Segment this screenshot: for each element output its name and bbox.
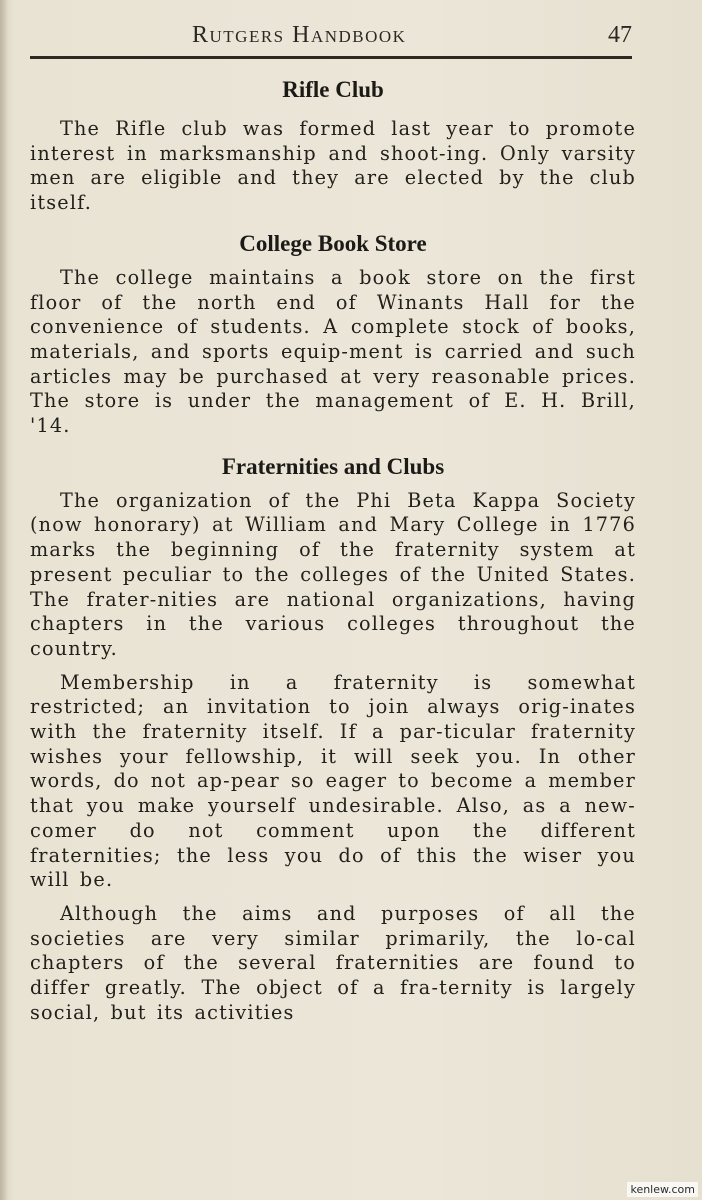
running-header — [30, 20, 632, 54]
section-heading: Rifle Club — [282, 77, 384, 102]
section-college-book-store — [30, 228, 636, 439]
header-title: Rutgers Handbook — [192, 22, 407, 48]
watermark: kenlew.com — [627, 1182, 698, 1197]
paragraph: Although the aims and purposes of all the societies are very similar primarily, the lo-cal chapters of the several fraternities are found to differ greatly. The object of a fra-ternity is largely social, but its activities — [30, 901, 636, 1024]
page-edge-shadow — [0, 0, 8, 1200]
section-heading: Fraternities and Clubs — [221, 453, 445, 479]
section-heading: College Book Store — [239, 230, 427, 256]
section-rifle-club — [30, 74, 636, 216]
page-content — [30, 74, 636, 1026]
paragraph: The organization of the Phi Beta Kappa Society (now honorary) at William and Mary College in 1776 marks the beginning of the fraternity system at present peculiar to the colleges of the United States. The frater-nities are national organizations, having chapters in the various colleges throughout the country. — [30, 488, 636, 660]
paragraph: Membership in a fraternity is somewhat restricted; an invitation to join always orig-inates with the fraternity itself. If a par-ticular fraternity wishes your fellowship, it will seek you. In other words, do not ap-pear so eager to become a member that you make yourself undesirable. Also, as a new-comer do not comment upon the different fraternities; the less you do of this the wiser you will be. — [30, 670, 636, 892]
section-fraternities-and-clubs — [30, 451, 636, 1026]
header-rule — [30, 56, 632, 59]
paragraph: The college maintains a book store on the first floor of the north end of Winants Hall for the convenience of students. A complete stock of books, materials, and sports equip-ment is carried and such articles may be purchased at very reasonable prices. The store is under the management of E. H. Brill, '14. — [30, 265, 636, 438]
page-number: 47 — [608, 22, 632, 48]
paragraph: The Rifle club was formed last year to promote interest in marksmanship and shoot-ing. Only varsity men are eligible and they are elected by the club itself. — [30, 117, 636, 215]
